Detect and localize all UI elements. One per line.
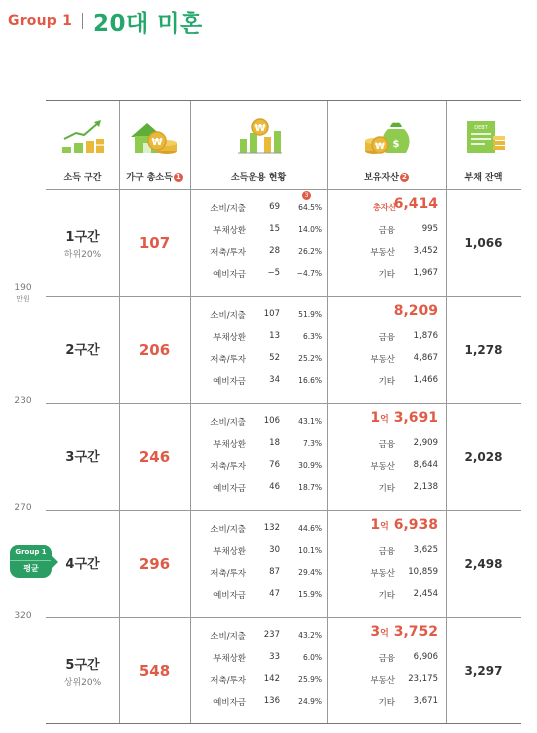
boundary-label: 190 만원 bbox=[14, 283, 32, 303]
money-bag-icon bbox=[362, 117, 412, 157]
growth-chart-icon bbox=[58, 117, 108, 157]
group-label: Group 1 bbox=[8, 13, 73, 29]
tier-name: 3구간 bbox=[65, 450, 100, 465]
income-table bbox=[46, 100, 521, 724]
debt-balance: 2,028 bbox=[464, 449, 503, 464]
household-income: 296 bbox=[138, 554, 171, 573]
household-income: 107 bbox=[138, 233, 171, 252]
table-row bbox=[46, 296, 521, 403]
tier-name: 2구간 bbox=[65, 343, 100, 358]
total-assets: 총자산 6,414 bbox=[373, 196, 438, 212]
svg-text:₩: ₩ bbox=[253, 123, 266, 134]
debt-balance: 3,297 bbox=[464, 663, 503, 678]
table-row bbox=[46, 617, 521, 724]
svg-text:₩: ₩ bbox=[150, 137, 163, 148]
average-badge: Group 1 평균 bbox=[10, 545, 52, 579]
boundary-label: 270 bbox=[14, 503, 32, 513]
income-usage: 소비/지출 106 43.1% 부채상환 18 7.3% 저축/투자 76 30.9% 예비자금 46 18.7% bbox=[210, 416, 322, 494]
debt-document-icon bbox=[459, 117, 509, 157]
svg-text:DEBT: DEBT bbox=[473, 125, 488, 131]
note-marker: 3 bbox=[302, 191, 311, 200]
page-header bbox=[8, 6, 203, 36]
household-income: 548 bbox=[138, 661, 171, 680]
column-header-income: ₩ 가구 총소득 1 bbox=[119, 101, 190, 189]
table-row bbox=[46, 403, 521, 510]
household-income: 246 bbox=[138, 447, 171, 466]
boundary-label: 320 bbox=[14, 611, 32, 621]
income-usage: 3 소비/지출 69 64.5% 부채상환 15 14.0% 저축/투자 28 26.2% 예비자금 −5 −4.7% bbox=[210, 191, 322, 280]
assets: 총자산 6,414 금융 995 부동산 3,452 기타 1,967 bbox=[327, 189, 446, 296]
tier-name: 5구간 bbox=[65, 657, 100, 673]
total-assets: 8,209 bbox=[393, 303, 438, 319]
assets: 8,209 금융 1,876 부동산 4,867 기타 1,466 bbox=[327, 296, 446, 403]
assets: 1억 3,691 금융 2,909 부동산 8,644 기타 2,138 bbox=[327, 403, 446, 510]
income-usage: 소비/지출 237 43.2% 부채상환 33 6.0% 저축/투자 142 25.9% 예비자금 136 24.9% bbox=[210, 630, 322, 708]
debt-balance: 1,278 bbox=[464, 342, 503, 357]
income-usage: 소비/지출 107 51.9% 부채상환 13 6.3% 저축/투자 52 25.2% 예비자금 34 16.6% bbox=[210, 309, 322, 387]
assets: 1억 6,938 금융 3,625 부동산 10,859 기타 2,454 bbox=[327, 510, 446, 617]
tier-sub: 하위20% bbox=[63, 249, 102, 260]
column-header-debt: DEBT 부채 잔액 bbox=[446, 101, 521, 189]
total-assets: 3억 3,752 bbox=[370, 624, 438, 640]
table-row bbox=[46, 510, 521, 617]
table-row bbox=[46, 189, 521, 296]
svg-text:₩: ₩ bbox=[374, 142, 385, 152]
assets: 3억 3,752 금융 6,906 부동산 23,175 기타 3,671 bbox=[327, 617, 446, 724]
income-usage: 소비/지출 132 44.6% 부채상환 30 10.1% 저축/투자 87 29.4% 예비자금 47 15.9% bbox=[210, 523, 322, 601]
header-separator bbox=[82, 13, 83, 29]
column-header-assets: $ ₩ 보유자산 2 bbox=[327, 101, 446, 189]
debt-balance: 2,498 bbox=[464, 556, 503, 571]
tier-name: 4구간 bbox=[65, 557, 100, 572]
house-coins-icon bbox=[127, 117, 183, 157]
tier-sub: 상위20% bbox=[63, 677, 102, 688]
household-income: 206 bbox=[138, 340, 171, 359]
debt-balance: 1,066 bbox=[464, 235, 503, 250]
tier-name: 1구간 bbox=[65, 229, 100, 245]
column-header-tier: 소득 구간 bbox=[46, 101, 119, 189]
boundary-label: 230 bbox=[14, 396, 32, 406]
total-assets: 1억 3,691 bbox=[370, 410, 438, 426]
column-header-usage: ₩ 소득운용 현황 bbox=[190, 101, 327, 189]
bar-chart-coin-icon bbox=[234, 117, 284, 157]
svg-text:$: $ bbox=[392, 139, 399, 150]
page-title: 20대 미혼 bbox=[93, 10, 203, 37]
total-assets: 1억 6,938 bbox=[370, 517, 438, 533]
